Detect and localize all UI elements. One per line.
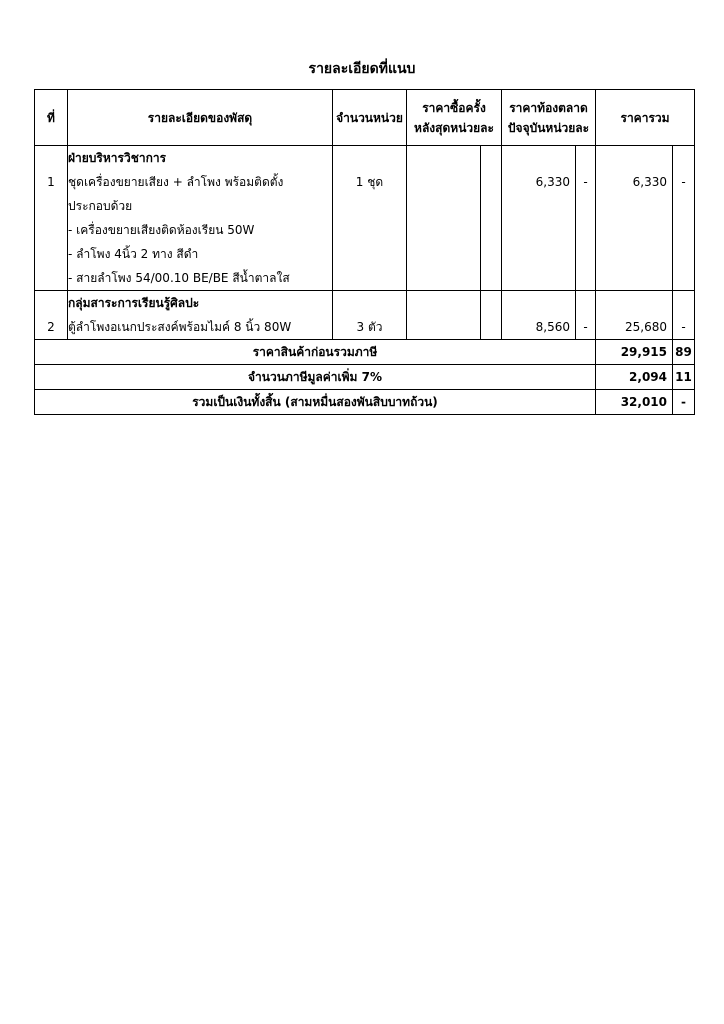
header-no: ที่: [35, 90, 68, 146]
total-satang: -: [681, 175, 686, 189]
total-baht: 6,330: [632, 175, 668, 189]
item-description: [68, 146, 333, 291]
header-total: ราคารวม: [596, 90, 695, 146]
header-market-price: ราคาท้องตลาด ปัจจุบันหน่วยละ: [502, 90, 596, 146]
vat-label: จำนวนภาษีมูลค่าเพิ่ม 7%: [35, 365, 596, 390]
table-row: [35, 146, 695, 291]
item-line: ชุดเครื่องขยายเสียง + ลำโพง พร้อมติดตั้ง: [68, 175, 284, 189]
row-number: 2: [47, 320, 55, 334]
header-row: [35, 90, 695, 146]
subtotal-baht: 29,915: [596, 340, 673, 365]
item-line: - ลำโพง 4นิ้ว 2 ทาง สีดำ: [68, 247, 199, 261]
item-line: - สายลำโพง 54/00.10 BE/BE สีน้ำตาลใส: [68, 271, 290, 285]
total-satang: -: [681, 320, 686, 334]
grand-total-label: รวมเป็นเงินทั้งสิ้น (สามหมื่นสองพันสิบบาทถ้วน): [35, 390, 596, 415]
items-table: [34, 89, 695, 415]
header-last-purchase: ราคาซื้อครั้ง หลังสุดหน่วยละ: [407, 90, 502, 146]
header-quantity: จำนวนหน่วย: [333, 90, 407, 146]
row-number: 1: [47, 175, 55, 189]
subtotal-row: [35, 340, 695, 365]
item-line: - เครื่องขยายเสียงติดห้องเรียน 50W: [68, 223, 255, 237]
market-price-baht: 8,560: [535, 320, 571, 334]
vat-row: [35, 365, 695, 390]
grand-total-satang: -: [673, 390, 695, 415]
item-quantity: 1 ชุด: [355, 175, 384, 189]
item-description: [68, 291, 333, 340]
item-quantity: 3 ตัว: [356, 320, 383, 334]
total-baht: 25,680: [625, 320, 668, 334]
header-description: รายละเอียดของพัสดุ: [68, 90, 333, 146]
grand-total-row: [35, 390, 695, 415]
group-name: ฝ่ายบริหารวิชาการ: [68, 151, 167, 165]
vat-baht: 2,094: [596, 365, 673, 390]
item-line: ประกอบด้วย: [68, 199, 133, 213]
group-name: กลุ่มสาระการเรียนรู้ศิลปะ: [68, 296, 200, 310]
market-price-baht: 6,330: [535, 175, 571, 189]
table-row: [35, 291, 695, 340]
subtotal-satang: 89: [673, 340, 695, 365]
subtotal-label: ราคาสินค้าก่อนรวมภาษี: [35, 340, 596, 365]
grand-total-baht: 32,010: [596, 390, 673, 415]
item-line: ตู้ลำโพงอเนกประสงค์พร้อมไมค์ 8 นิ้ว 80W: [68, 320, 292, 334]
market-price-satang: -: [583, 175, 588, 189]
page-title: รายละเอียดที่แนบ: [308, 61, 416, 77]
market-price-satang: -: [583, 320, 588, 334]
vat-satang: 11: [673, 365, 695, 390]
